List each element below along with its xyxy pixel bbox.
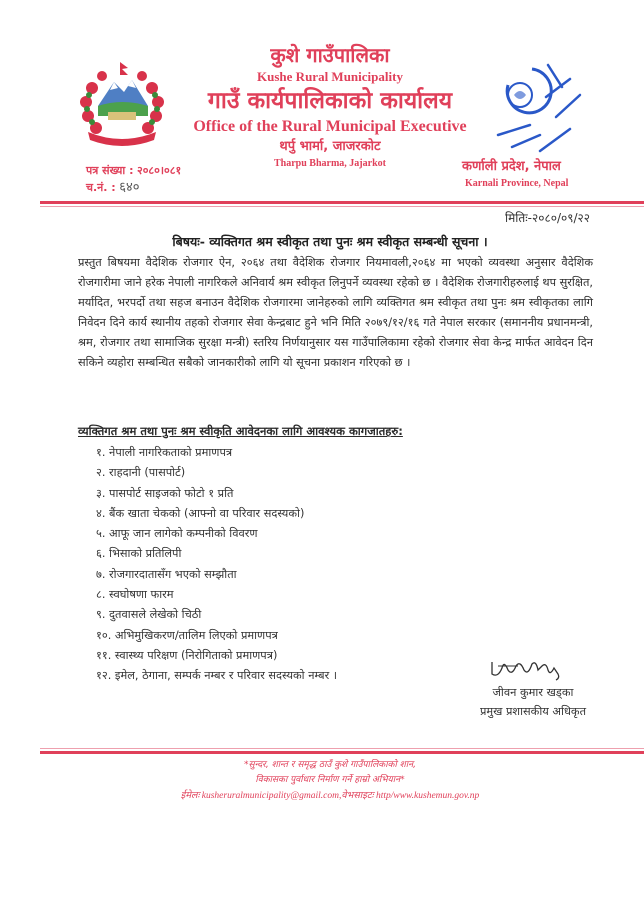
required-documents-heading: व्यक्तिगत श्रम तथा पुनः श्रम स्वीकृति आवेदनका लागि आवश्यक कागजातहरु: [78, 424, 403, 438]
office-name-en: Office of the Rural Municipal Executive [193, 118, 467, 135]
letter-number-label: पत्र संख्या : [86, 164, 134, 177]
list-item: ३. पासपोर्ट साइजको फोटो १ प्रति [96, 486, 234, 500]
org-name-en: Kushe Rural Municipality [257, 69, 403, 84]
required-documents-list [96, 443, 337, 687]
handwritten-signature [488, 656, 568, 682]
list-item: ७. रोजगारदातासँग भएको सम्झौता [96, 567, 237, 581]
dispatch-number-row [86, 179, 181, 196]
list-item: ८. स्वघोषणा फारम [96, 588, 174, 602]
list-item: ६. भिसाको प्रतिलिपी [96, 547, 182, 561]
address-np: थर्पु भार्मा, जाजरकोट [279, 139, 381, 154]
list-item: ११. स्वास्थ्य परिक्षण (निरोगिताको प्रमाणपत्र) [96, 648, 278, 662]
list-item: १०. अभिमुखिकरण/तालिम लिएको प्रमाणपत्र [96, 628, 278, 642]
header-divider-thin [40, 206, 644, 207]
footer-motto-line1: *सुन्दर, शान्त र समृद्ध ठाउँ कुशे गाउँपालिकाको शान, [244, 760, 416, 770]
list-item: ५. आफू जान लागेको कम्पनीको विवरण [96, 527, 258, 541]
letter-number-value: २०८०।०८१ [136, 164, 182, 177]
footer-motto-line2: विकासका पुर्वाधार निर्माण गर्ने हाम्रो अभियान* [255, 775, 405, 785]
list-item: १२. इमेल, ठेगाना, सम्पर्क नम्बर र परिवार सदस्यको नम्बर । [96, 669, 338, 683]
nepal-emblem-logo [68, 48, 176, 156]
list-item: ४. बैंक खाता चेकको (आफ्नो वा परिवार सदस्यको) [96, 506, 305, 520]
dispatch-number-value: ६४० [119, 180, 140, 195]
reference-block [86, 162, 181, 196]
footer-divider-thin [40, 748, 644, 749]
list-item: ९. दुतवासले लेखेको चिठी [96, 608, 202, 622]
footer-divider [40, 751, 644, 754]
org-name-np: कुशे गाउँपालिका [270, 43, 390, 67]
list-item: १. नेपाली नागरिकताको प्रमाणपत्र [96, 446, 233, 459]
letter-date: मितिः-२०८०/०९/२२ [505, 211, 590, 225]
header-divider [40, 201, 644, 204]
letter-number-row [86, 162, 181, 179]
signatory-name: जीवन कुमार खड्का [492, 686, 574, 699]
list-item: २. राहदानी (पासपोर्ट) [96, 466, 186, 480]
office-name-np: गाउँ कार्यपालिकाको कार्यालय [207, 88, 453, 114]
province-en: Karnali Province, Nepal [465, 178, 569, 189]
subject-line: बिषयः- व्यक्तिगत श्रम स्वीकृत तथा पुनः श्रम स्वीकृत सम्बन्धी सूचना । [172, 234, 488, 249]
dispatch-number-label: च.नं. : [86, 181, 116, 194]
address-en: Tharpu Bharma, Jajarkot [274, 158, 386, 169]
notice-body: प्रस्तुत बिषयमा वैदेशिक रोजगार ऐन, २०६४ तथा वैदेशिक रोजगार नियमावली,२०६४ मा भएको व्यवस्था अनुसार वैदेशिक रोजगारीमा जाने हरेक नेपाली नागरिकले अनिवार्य श्रम स्वीकृत लिनुपर्ने व्यवस्था रहेको छ । वैदेशिक रोजगारीहरुलाई थप सुरक्षित, मर्यादित, भरपर्दो तथा सहज बनाउन वैदेशिक रोजगारमा जानेहरुको लागि व्यक्तिगत श्रम स्वीकृत तथा पुनः श्रम स्वीकृतका लागि निवेदन दिने कार्य स्थानीय तहको रोजगार सेवा केन्द्रबाट हुने भनि मिति २०७९/१२/१६ गते नेपाल सरकार (समाननीय प्रधानमन्त्री, श्रम, रोजगार तथा सामाजिक सुरक्षा मन्त्री) स्तरिय निर्णयानुसार यस गाउँपालिकामा रहेको रोजगार सेवा केन्द्र मार्फत आवेदन दिन सकिने व्यहोरा सम्बन्धित सबैको जानकारीको लागि यो सूचना प्रकाशन गरिएको छ । [78, 256, 593, 369]
signatory-title: प्रमुख प्रशासकीय अधिकृत [479, 705, 587, 718]
province-np: कर्णाली प्रदेश, नेपाल [462, 159, 561, 174]
footer-contact[interactable]: ईमेलः kusheruralmunicipality@gmail.com,वेभसाइटः http/www.kushemun.gov.np [180, 791, 480, 801]
office-seal-stamp [490, 55, 590, 155]
